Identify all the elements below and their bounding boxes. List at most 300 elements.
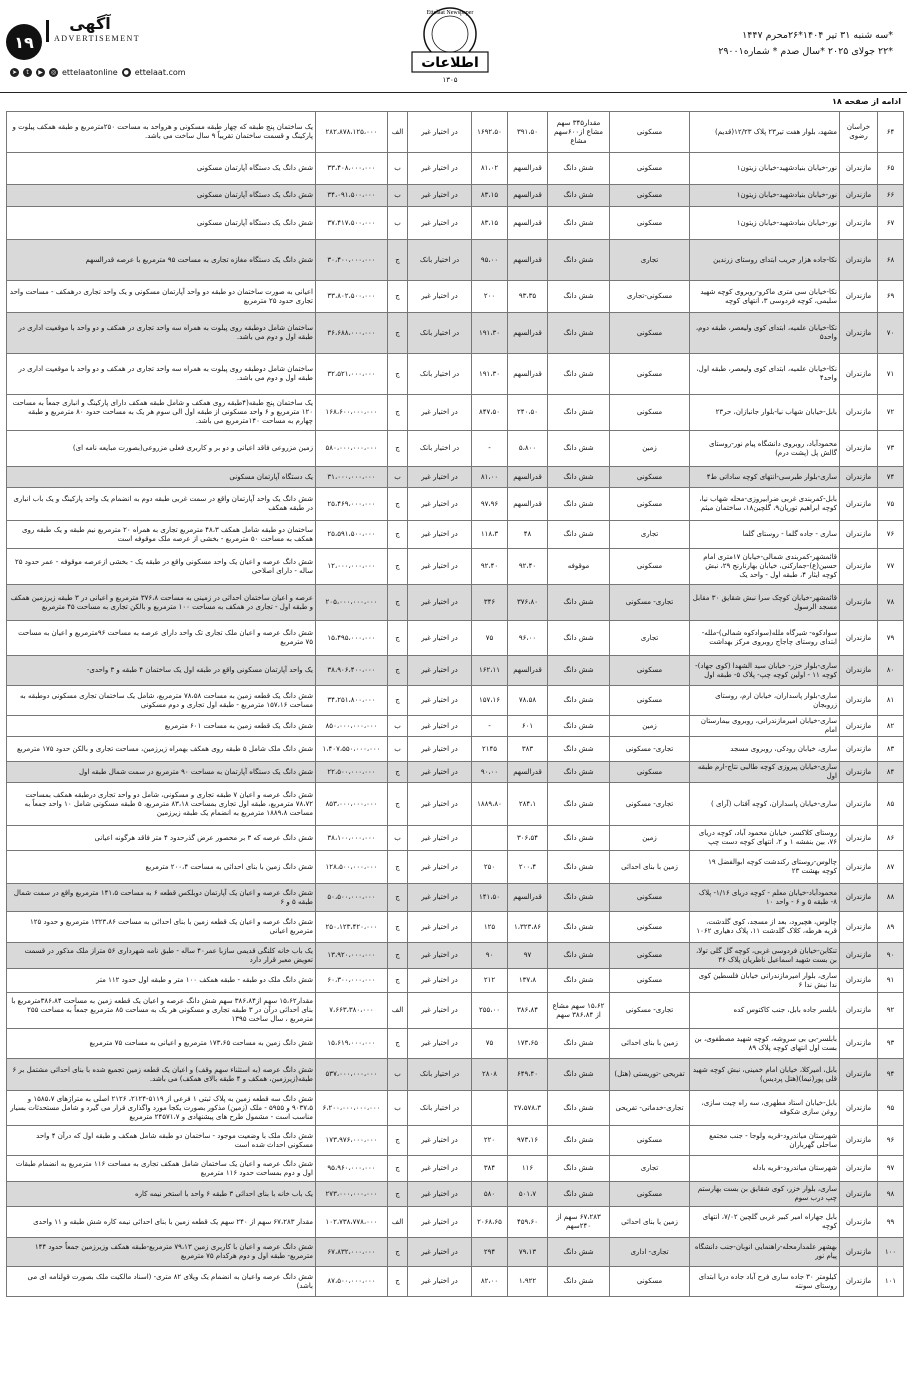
table-row [7,969,904,993]
address-cell: بابل-خیابان شهاب نیا-بلوار جانبازان، حر۲۳ [690,395,840,431]
table-row [7,1207,904,1238]
province-cell: مازندران [840,621,878,656]
category-cell: ج [388,1126,408,1156]
row-number-cell: ۸۰ [878,656,904,686]
table-row [7,395,904,431]
ownership-cell: شش دانگ [548,354,610,395]
ownership-cell: شش دانگ [548,240,610,281]
usage-cell: مسکونی [610,1126,690,1156]
building-area-cell: ۸۲،۰۰ [472,1267,508,1297]
province-cell: مازندران [840,1156,878,1182]
description-cell: شش دانگ یک دستگاه آپارتمان به مساحت ۹۰ مترمربع در سمت شمال طبقه اول [7,762,316,783]
category-cell: الف [388,993,408,1029]
usage-cell: تجاری-خدماتی- تفریحی [610,1091,690,1126]
category-cell: ب [388,716,408,737]
address-cell: ساری-بلوار طبرسی-انتهای کوچه ساداتی ط۴ [690,467,840,488]
base-price-cell: ۱،۴۰۷،۵۵۰،۰۰۰،۰۰۰ [316,737,388,762]
building-area-cell: ۲۲۰ [472,1126,508,1156]
category-cell: ب [388,1091,408,1126]
status-cell: در اختیار بانک [408,431,472,467]
building-area-cell: ۲۹۴ [472,1238,508,1267]
row-number-cell: ۸۱ [878,686,904,716]
category-cell: ج [388,585,408,621]
status-cell: در اختیار غیر [408,656,472,686]
ownership-cell: مقدار۳۴۵ سهم مشاع از۶۰۰سهم مشاع [548,112,610,153]
row-number-cell: ۸۵ [878,783,904,826]
table-row [7,488,904,521]
table-row [7,737,904,762]
land-area-cell: ۳۰۶،۵۴ [508,826,548,851]
building-area-cell: ۲۵۵،۰۰ [472,993,508,1029]
base-price-cell: ۱۵،۶۱۹،۰۰۰،۰۰۰ [316,1029,388,1059]
ownership-cell: ۶۷،۲۸۳ سهم از ۲۴۰سهم [548,1207,610,1238]
row-number-cell: ۷۶ [878,521,904,549]
category-cell: ج [388,488,408,521]
ownership-cell: شش دانگ [548,851,610,884]
description-cell: ساختمان شامل دوطبقه روی پیلوت به همراه سه واحد تجاری در همکف و دو واحد با موقعیت اداری در طبقه اول و دوم می باشد. [7,354,316,395]
ownership-cell: شش دانگ [548,395,610,431]
province-cell: مازندران [840,912,878,943]
category-cell: ج [388,1029,408,1059]
status-cell: در اختیار غیر [408,185,472,207]
address-cell: ساری-خیابان امیرمازندرانی، روبروی بیمارستان امام [690,716,840,737]
usage-cell: مسکونی [610,354,690,395]
land-area-cell: ۵۰۱،۷ [508,1182,548,1207]
building-area-cell: ۲۵۰ [472,851,508,884]
globe-icon: ● [123,69,129,76]
description-cell: شش دانگ عرصه و اعیان یک واحد مسکونی واقع در طبقه یک - بخشی ازعرصه موقوفه - عمر حدود ۲۵ ساله - دارای اصلاحی [7,549,316,585]
description-cell: شش دانگ یک دستگاه مغازه تجاری به مساحت ۹۵ مترمربع با عرصه قدرالسهم [7,240,316,281]
usage-cell: مسکونی [610,207,690,240]
description-cell: شش دانگ یک دستگاه آپارتمان مسکونی [7,185,316,207]
address-cell: روستای کلاکسر، خیابان محمود آباد، کوچه دریای ۷۶، بین بنفشه ۱ و ۲، انتهای کوچه دست چپ [690,826,840,851]
row-number-cell: ۸۲ [878,716,904,737]
building-area-cell [472,1091,508,1126]
address-cell: بابلسر جاده بابل، جنب کاکتوس کده [690,993,840,1029]
base-price-cell: ۳۷،۴۱۷،۵۰۰،۰۰۰ [316,207,388,240]
table-row [7,656,904,686]
row-number-cell: ۹۴ [878,1059,904,1091]
base-price-cell: ۵۰،۵۰۰،۰۰۰،۰۰۰ [316,884,388,912]
status-cell: در اختیار غیر [408,884,472,912]
base-price-cell: ۵۸۰،۰۰۰،۰۰۰،۰۰۰ [316,431,388,467]
instagram-icon[interactable]: ◎ [50,69,57,76]
address-cell: تنکابن-خیابان فردوسی غربی، کوچه گل گلی تولا، بن بست شهید اسماعیل ناظریان پلاک ۳۶ [690,943,840,969]
ownership-cell: شش دانگ [548,1238,610,1267]
table-row [7,1126,904,1156]
usage-cell: تجاری- مسکونی [610,585,690,621]
base-price-cell: ۲۵،۵۹۱،۵۰۰،۰۰۰ [316,521,388,549]
building-area-cell: ۸۴۷،۵۰ [472,395,508,431]
building-area-cell: ۳۴۶ [472,585,508,621]
section-title-en: ADVERTISEMENT [54,34,141,43]
usage-cell: مسکونی [610,467,690,488]
status-cell: در اختیار غیر [408,549,472,585]
description-cell: شش دانگ عرصه و اعیان یک قطعه زمین با بنای احداثی به مساحت ۱۳۲۳،۸۶ مترمربع و حدود ۱۲۵ مترمربع اعیانی [7,912,316,943]
land-area-cell: ۳۷۶،۸۰ [508,585,548,621]
land-area-cell: ۶۴۹،۴۰ [508,1059,548,1091]
land-area-cell: قدرالسهم [508,488,548,521]
address-cell: نکا-خیابان علمیه، ابتدای کوی ولیعصر، طبقه دوم، واحد۵ [690,313,840,354]
base-price-cell: ۳۳،۴۰۸،۰۰۰،۰۰۰ [316,153,388,185]
row-number-cell: ۶۵ [878,153,904,185]
usage-cell: مسکونی [610,762,690,783]
province-cell: مازندران [840,1207,878,1238]
row-number-cell: ۹۵ [878,1091,904,1126]
table-row [7,1029,904,1059]
ownership-cell: شش دانگ [548,488,610,521]
table-row [7,281,904,313]
usage-cell: تجاری [610,521,690,549]
ownership-cell: شش دانگ [548,737,610,762]
status-cell: در اختیار غیر [408,1238,472,1267]
building-area-cell: ۱۶۲،۱۱ [472,656,508,686]
province-cell: مازندران [840,993,878,1029]
building-area-cell: ۸۳،۱۵ [472,185,508,207]
land-area-cell: ۴۸ [508,521,548,549]
telegram-icon[interactable]: ➤ [11,69,18,76]
base-price-cell: ۱۳،۹۲۰،۰۰۰،۰۰۰ [316,943,388,969]
table-row [7,185,904,207]
land-area-cell: ۳۸۳ [508,737,548,762]
row-number-cell: ۹۸ [878,1182,904,1207]
base-price-cell: ۲۵،۴۶۹،۰۰۰،۰۰۰ [316,488,388,521]
date-line-1: *سه شنبه ۳۱ تیر ۱۴۰۴*۲۶محرم ۱۴۴۷ [742,30,893,41]
row-number-cell: ۷۴ [878,467,904,488]
row-number-cell: ۱۰۰ [878,1238,904,1267]
category-cell: ج [388,1267,408,1297]
table-row [7,1156,904,1182]
province-cell: مازندران [840,762,878,783]
ownership-cell: شش دانگ [548,884,610,912]
address-cell: قائمشهر-کمربندی شمالی-خیابان ۱۷متری امام حسین(ع)-جمارکنی، خیابان بهارنارنج ۲۹، نبش کوچه ایثار ۴، طبقه اول - واحد یک [690,549,840,585]
usage-cell: تجاری [610,621,690,656]
province-cell: مازندران [840,207,878,240]
category-cell: ب [388,1059,408,1091]
category-cell: ج [388,656,408,686]
description-cell: زمین مزروعی فاقد اعیانی و دو بر و کاربری فعلی مزروعی(بصورت مبایعه نامه ای) [7,431,316,467]
land-area-cell: ۱۱۶ [508,1156,548,1182]
address-cell: محمودآباد-خیابان معلم - کوچه دریای ۱/۱۶- پلاک ۸- طبقه ۵ و ۶ - واحد ۱۰ [690,884,840,912]
land-area-cell: ۷۹،۱۳ [508,1238,548,1267]
land-area-cell: قدرالسهم [508,153,548,185]
building-area-cell: ۹۲،۴۰ [472,549,508,585]
logo-text: اطلاعات [421,55,479,71]
table-row [7,1267,904,1297]
ownership-cell: شش دانگ [548,1091,610,1126]
row-number-cell: ۸۹ [878,912,904,943]
province-cell: مازندران [840,826,878,851]
land-area-cell: ۳۹۱،۵۰ [508,112,548,153]
land-area-cell: ۲۷،۵۷۸،۳ [508,1091,548,1126]
table-row [7,686,904,716]
row-number-cell: ۹۳ [878,1029,904,1059]
ownership-cell: شش دانگ [548,912,610,943]
row-number-cell: ۷۱ [878,354,904,395]
building-area-cell: ۹۰ [472,943,508,969]
social-handle[interactable]: ettelaatonline [62,68,118,77]
status-cell: در اختیار غیر [408,943,472,969]
usage-cell: تجاری- مسکونی [610,737,690,762]
base-price-cell: ۳۳،۸۰۲،۵۰۰،۰۰۰ [316,281,388,313]
ownership-cell: شش دانگ [548,1029,610,1059]
ownership-cell: ۱۵،۶۲ سهم مشاع از ۳۸۶،۸۴ سهم [548,993,610,1029]
usage-cell: مسکونی [610,1182,690,1207]
ownership-cell: شش دانگ [548,1182,610,1207]
category-cell: ج [388,621,408,656]
address-cell: ساری-بلوار خزر- خیابان سید الشهدا (کوی جهاد)- کوچه ۱۱ - اولین کوچه چپ- پلاک ۵- طبقه اول [690,656,840,686]
description-cell: یک باب خانه با بنای احداثی ۳ طبقه ۶ واحد با استخر نیمه کاره [7,1182,316,1207]
row-number-cell: ۶۶ [878,185,904,207]
base-price-cell: ۲۸۲،۸۷۸،۱۲۵،۰۰۰ [316,112,388,153]
base-price-cell: ۷،۶۶۳،۳۸۰،۰۰۰ [316,993,388,1029]
table-row [7,431,904,467]
category-cell: ب [388,737,408,762]
building-area-cell: ۱۲۵ [472,912,508,943]
ownership-cell: شش دانگ [548,313,610,354]
category-cell: ب [388,185,408,207]
row-number-cell: ۹۶ [878,1126,904,1156]
description-cell: یک ساختمان پنج طبقه(۴طبقه روی همکف و شامل طبقه همکف دارای پارکینگ و انباری جمعاً به مساحت ۱۲۰ مترمربع و ۶ واحد مسکونی از طبقه اول الی سوم هر یک به مساحت حدود ۸۰ مترمربع و طبقه چهارم به مساحت ۱۴۰مترمربع می باشد. [7,395,316,431]
usage-cell: زمین [610,431,690,467]
table-row [7,851,904,884]
table-row [7,993,904,1029]
category-cell: ج [388,943,408,969]
status-cell: در اختیار غیر [408,1182,472,1207]
status-cell: در اختیار غیر [408,851,472,884]
base-price-cell: ۱۵،۴۹۵،۰۰۰،۰۰۰ [316,621,388,656]
description-cell: شش دانگ ملک با وضعیت موجود - ساختمان دو طبقه شامل همکف و طبقه اول که درآن ۴ واحد مسکونی احداث شده است [7,1126,316,1156]
table-row [7,521,904,549]
row-number-cell: ۹۲ [878,993,904,1029]
land-area-cell: ۱۳۷،۸ [508,969,548,993]
status-cell: در اختیار غیر [408,395,472,431]
status-cell: در اختیار غیر [408,585,472,621]
base-price-cell: ۵۳۷،۰۰۰،۰۰۰،۰۰۰ [316,1059,388,1091]
usage-cell: تجاری- اداری [610,1238,690,1267]
building-area-cell: ۹۰،۰۰ [472,762,508,783]
base-price-cell: ۶۰،۳۰۰،۰۰۰،۰۰۰ [316,969,388,993]
usage-cell: مسکونی [610,153,690,185]
address-cell: بهشهر علمدارمحله-راهنمایی انوبان-جنب دانشگاه پیام نور [690,1238,840,1267]
description-cell: شش دانگ یک قطعه زمین به مساحت ۶۰۱ مترمربع [7,716,316,737]
category-cell: ج [388,686,408,716]
table-row [7,1091,904,1126]
category-cell: ج [388,912,408,943]
table-row [7,716,904,737]
ownership-cell: شش دانگ [548,969,610,993]
ownership-cell: شش دانگ [548,656,610,686]
category-cell: ج [388,851,408,884]
status-cell: در اختیار غیر [408,488,472,521]
status-cell: در اختیار بانک [408,1091,472,1126]
description-cell: شش دانگ یک قطعه زمین به مساحت ۷۸،۵۸ مترمربع، شامل یک ساختمان تجاری مسکونی دوطبقه به مساحت ۱۵۷،۱۶ مترمربع - طبقه اول تجاری و دوم مسکونی [7,686,316,716]
table-row [7,762,904,783]
description-cell: شش دانگ ملک شامل ۵ طبقه روی همکف بهمراه زیرزمین، مساحت تجاری و بالکن حدود ۱۷۵ مترمربع [7,737,316,762]
usage-cell: تجاری [610,240,690,281]
building-area-cell: - [472,431,508,467]
base-price-cell: ۶۷،۸۳۲،۰۰۰،۰۰۰ [316,1238,388,1267]
land-area-cell: قدرالسهم [508,354,548,395]
row-number-cell: ۹۹ [878,1207,904,1238]
address-cell: بابل جهاراه امیر کبیر غربی گلچین ۷/۰۲، انتهای کوچه [690,1207,840,1238]
building-area-cell: ۲۰۶۸،۶۵ [472,1207,508,1238]
youtube-icon[interactable]: ▶ [36,68,45,77]
row-number-cell: ۷۹ [878,621,904,656]
base-price-cell: ۳۸،۹۰۶،۴۰۰،۰۰۰ [316,656,388,686]
building-area-cell: ۲۸۰۸ [472,1059,508,1091]
row-number-cell: ۷۷ [878,549,904,585]
province-cell: مازندران [840,1267,878,1297]
category-cell: ب [388,467,408,488]
address-cell: ساری، بلوار خزر، کوی شقایق بن بست بهارستم چپ درب سوم [690,1182,840,1207]
building-area-cell: ۸۱،۰۲ [472,153,508,185]
twitter-icon[interactable]: t [23,68,32,77]
ownership-cell: شش دانگ [548,585,610,621]
table-row [7,467,904,488]
status-cell: در اختیار غیر [408,762,472,783]
page-number-badge: ۱۹ [6,24,42,60]
land-area-cell: ۱۷۳،۶۵ [508,1029,548,1059]
category-cell: الف [388,1207,408,1238]
category-cell: ج [388,354,408,395]
date-line-2: *۲۲ جولای ۲۰۲۵ *سال صدم * شماره۲۹۰۰۱ [718,46,893,57]
status-cell: در اختیار غیر [408,783,472,826]
address-cell: ساری - جاده گلما - روستای گلما [690,521,840,549]
province-cell: مازندران [840,354,878,395]
province-cell: مازندران [840,153,878,185]
row-number-cell: ۸۴ [878,762,904,783]
table-row [7,943,904,969]
address-cell: نور-خیابان بنیادشهید-خیابان زیتون۱ [690,185,840,207]
ownership-cell: شش دانگ [548,943,610,969]
usage-cell: تفریحی -توریستی (هتل) [610,1059,690,1091]
land-area-cell: ۱،۳۲۳،۸۶ [508,912,548,943]
address-cell: بابلسر-بی بی سروشه، کوچه شهید مصطفوی، بن بست اول انتهای کوچه پلاک ۸۹ [690,1029,840,1059]
building-area-cell: ۱۱۸،۳ [472,521,508,549]
province-cell: مازندران [840,851,878,884]
usage-cell: مسکونی [610,112,690,153]
category-cell: ج [388,1238,408,1267]
building-area-cell: ۹۷،۹۶ [472,488,508,521]
address-cell: چالوس، هچیرود، بعد از مسجد، کوی گلدشت، قریه هرطه، کلاک گلدشت ۱۱، پلاک دهیاری ۱۰۶۲ [690,912,840,943]
table-row [7,153,904,185]
usage-cell: تجاری- مسکونی [610,783,690,826]
base-price-cell: ۳۶،۶۸۸،۰۰۰،۰۰۰ [316,313,388,354]
category-cell: الف [388,112,408,153]
row-number-cell: ۷۸ [878,585,904,621]
table-row [7,313,904,354]
base-price-cell: ۳۸،۱۰۰،۰۰۰،۰۰۰ [316,826,388,851]
ownership-cell: شش دانگ [548,1267,610,1297]
building-area-cell: ۲۰۰ [472,281,508,313]
ownership-cell: شش دانگ [548,153,610,185]
base-price-cell: ۱۰۲،۷۳۸،۷۷۸،۰۰۰ [316,1207,388,1238]
address-cell: نور-خیابان بنیادشهید-خیابان زیتون۱ [690,207,840,240]
row-number-cell: ۱۰۱ [878,1267,904,1297]
base-price-cell: ۲۷۳،۰۰۰،۰۰۰،۰۰۰ [316,1182,388,1207]
description-cell: شش دانگ عرصه و اعیان ملک تجاری تک واحد دارای عرصه به مساحت ۹۶مترمربع و اعیان به مساحت ۷۵ مترمربع [7,621,316,656]
table-row [7,240,904,281]
province-cell: مازندران [840,431,878,467]
row-number-cell: ۶۷ [878,207,904,240]
section-label [54,14,141,43]
category-cell: ج [388,762,408,783]
description-cell: شش دانگ عرصه و اعیان یک آپارتمان دوبلکس قطعه ۶ به مساحت ۱۴۱،۵ مترمربع واقع در سمت شمال طبقه ۵ و ۶ [7,884,316,912]
description-cell: یک دستگاه آپارتمان مسکونی [7,467,316,488]
building-area-cell: ۲۱۲ [472,969,508,993]
row-number-cell: ۹۱ [878,969,904,993]
status-cell: در اختیار غیر [408,281,472,313]
usage-cell: زمین با بنای احداثی [610,1029,690,1059]
status-cell: در اختیار بانک [408,1059,472,1091]
province-cell: مازندران [840,240,878,281]
address-cell: نکا-خیابان علمیه، ابتدای کوی ولیعصر، طبقه اول، واحد۴ [690,354,840,395]
land-area-cell: ۹۷ [508,943,548,969]
province-cell: مازندران [840,1059,878,1091]
category-cell: ب [388,826,408,851]
base-price-cell: ۶،۲۰۰،۰۰۰،۰۰۰،۰۰۰ [316,1091,388,1126]
table-row [7,783,904,826]
province-cell: مازندران [840,521,878,549]
land-area-cell: ۹۷۳،۱۶ [508,1126,548,1156]
description-cell: شش دانگ یک دستگاه آپارتمان مسکونی [7,153,316,185]
building-area-cell: ۱۵۷،۱۶ [472,686,508,716]
ownership-cell: شش دانگ [548,686,610,716]
table-row [7,1182,904,1207]
usage-cell: زمین با بنای احداثی [610,1207,690,1238]
category-cell: ب [388,153,408,185]
status-cell: در اختیار بانک [408,354,472,395]
category-cell: ج [388,395,408,431]
description-cell: شش دانگ یک واحد آپارتمان واقع در سمت غربی طبقه دوم به انضمام یک واحد پارکینگ و یک باب انباری در طبقه همکف [7,488,316,521]
land-area-cell: ۲۸۴،۱ [508,783,548,826]
table-body [7,112,904,1297]
usage-cell: مسکونی [610,185,690,207]
description-cell: شش دانگ عرصه و اعیان یک ساختمان شامل همکف تجاری به مساحت ۱۱۶ مترمربع به انضمام طبقات اول و دوم بمساحت حدود ۱۱۶ مترمربع [7,1156,316,1182]
status-cell: در اختیار غیر [408,969,472,993]
category-cell: ج [388,521,408,549]
status-cell: در اختیار بانک [408,313,472,354]
building-area-cell: ۸۳،۱۵ [472,207,508,240]
address-cell: قائمشهر-خیابان کوچک سرا نبش شقایق ۳۰ مقابل مسجد الرسول [690,585,840,621]
ownership-cell: شش دانگ [548,783,610,826]
land-area-cell: قدرالسهم [508,313,548,354]
page-header [0,0,907,93]
description-cell: اعیانی به صورت ساختمان دو طبقه دو واحد آپارتمان مسکونی و یک واحد تجاری درهمکف - مساحت واحد تجاری حدود ۲۵ مترمربع [7,281,316,313]
land-area-cell: قدرالسهم [508,656,548,686]
description-cell: یک واحد آپارتمان مسکونی واقع در طبقه اول یک ساختمان ۴ طبقه و ۳ واحدی- [7,656,316,686]
base-price-cell: ۱۲۸،۵۰۰،۰۰۰،۰۰۰ [316,851,388,884]
row-number-cell: ۸۸ [878,884,904,912]
usage-cell: مسکونی [610,549,690,585]
land-area-cell: ۶۰۱ [508,716,548,737]
land-area-cell: ۹۲،۴۰ [508,549,548,585]
usage-cell: مسکونی [610,912,690,943]
website-link[interactable]: ettelaat.com [134,68,186,77]
table-row [7,112,904,153]
base-price-cell: ۸۵۰،۰۰۰،۰۰۰،۰۰۰ [316,716,388,737]
usage-cell: زمین [610,826,690,851]
land-area-cell: ۹۶،۰۰ [508,621,548,656]
ownership-cell: شش دانگ [548,1126,610,1156]
usage-cell: مسکونی [610,488,690,521]
province-cell: مازندران [840,884,878,912]
base-price-cell: ۳۴،۲۵۱،۸۰۰،۰۰۰ [316,686,388,716]
description-cell: یک باب خانه کلنگی قدیمی سازبا عمر۴۰ ساله - طبق نامه شهرداری ۵۶ متراز ملک مذکور در قسمت تعویض معبر قرار دارد [7,943,316,969]
description-cell: شش دانگ عرصه که ۳ بر محصور عرض گذرحدود ۴ متر فاقد هرگونه اعیانی [7,826,316,851]
category-cell: ب [388,207,408,240]
